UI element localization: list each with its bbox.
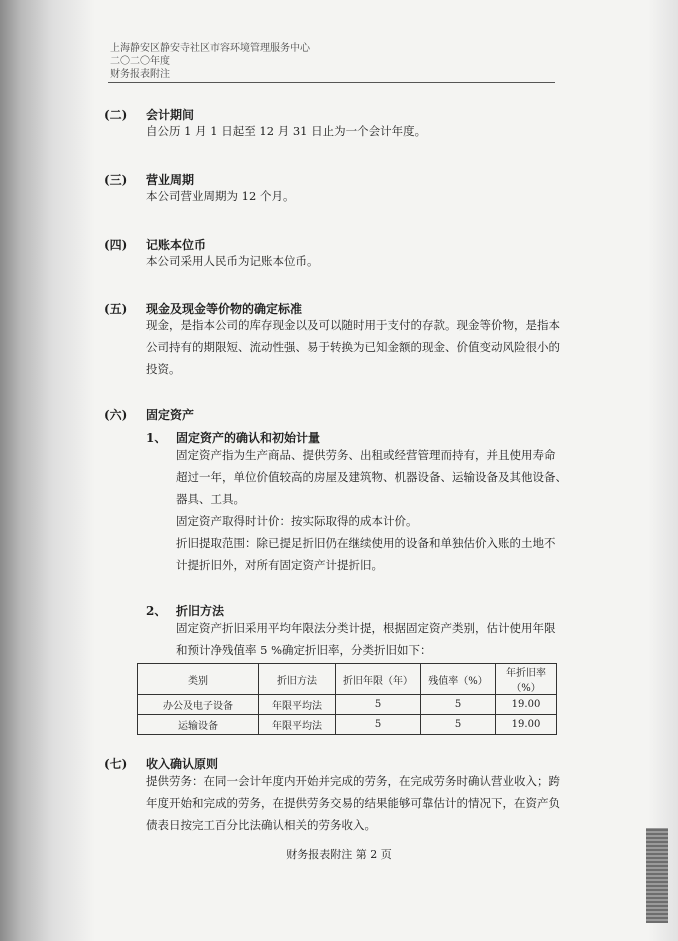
table-cell: 19.00 <box>496 695 557 715</box>
section-title: 固定资产 <box>146 408 195 422</box>
section-number: (三) <box>104 173 128 187</box>
section-title: 现金及现金等价物的确定标准 <box>146 302 303 316</box>
page-header <box>110 42 310 81</box>
table-header-row <box>138 664 557 695</box>
subsection-number: 2、 <box>146 604 167 618</box>
section-number: (四) <box>104 238 128 252</box>
paragraph-line: 固定资产取得时计价：按实际取得的成本计价。 <box>176 514 418 528</box>
table-cell: 办公及电子设备 <box>138 695 259 715</box>
column-header: 折旧年限（年） <box>336 664 421 695</box>
table-cell: 运输设备 <box>138 715 259 735</box>
paragraph-line: 现金，是指本公司的库存现金以及可以随时用于支付的存款。现金等价物，是指本 <box>146 318 560 332</box>
table-cell: 5 <box>421 695 496 715</box>
paragraph-line: 固定资产指为生产商品、提供劳务、出租或经营管理而持有，并且使用寿命 <box>176 448 556 462</box>
paragraph-line: 提供劳务：在同一会计年度内开始并完成的劳务，在完成劳务时确认营业收入；跨 <box>146 774 560 788</box>
table-cell: 19.00 <box>496 715 557 735</box>
section-title: 会计期间 <box>146 108 195 122</box>
paragraph-line: 器具、工具。 <box>176 492 245 506</box>
header-organization: 上海静安区静安寺社区市容环境管理服务中心 <box>110 43 310 54</box>
paragraph-line: 债表日按完工百分比法确认相关的劳务收入。 <box>146 818 376 832</box>
section-number: (六) <box>104 408 128 422</box>
paragraph-line: 超过一年，单位价值较高的房屋及建筑物、机器设备、运输设备及其他设备、 <box>176 470 567 484</box>
table-cell: 5 <box>336 715 421 735</box>
table-cell: 年限平均法 <box>259 715 336 735</box>
header-divider <box>108 82 555 83</box>
section-number: (五) <box>104 302 128 316</box>
table-cell: 年限平均法 <box>259 695 336 715</box>
page-footer: 财务报表附注 第 2 页 <box>286 848 392 861</box>
paragraph: 本公司采用人民币为记账本位币。 <box>146 254 319 268</box>
column-header: 类别 <box>138 664 259 695</box>
depreciation-table <box>137 663 557 735</box>
header-doc-title: 财务报表附注 <box>110 69 170 80</box>
scan-shadow <box>0 0 95 941</box>
paragraph-line: 年度开始和完成的劳务，在提供劳务交易的结果能够可靠估计的情况下，在资产负 <box>146 796 560 810</box>
table-cell: 5 <box>336 695 421 715</box>
section-number: (二) <box>104 108 128 122</box>
paragraph-line: 投资。 <box>146 362 181 376</box>
column-header: 折旧方法 <box>259 664 336 695</box>
column-header: 残值率（%） <box>421 664 496 695</box>
paragraph-line: 和预计净残值率 5 %确定折旧率，分类折旧如下： <box>176 643 432 657</box>
table-cell: 5 <box>421 715 496 735</box>
section-title: 收入确认原则 <box>146 757 219 771</box>
paragraph: 自公历 1 月 1 日起至 12 月 31 日止为一个会计年度。 <box>146 124 427 138</box>
section-number: (七) <box>104 757 128 771</box>
section-title: 记账本位币 <box>146 238 207 252</box>
subsection-title: 固定资产的确认和初始计量 <box>176 431 321 445</box>
header-year: 二〇二〇年度 <box>110 56 170 67</box>
table-row <box>138 715 557 735</box>
paragraph-line: 计提折旧外，对所有固定资产计提折旧。 <box>176 558 383 572</box>
column-header: 年折旧率（%） <box>496 664 557 695</box>
subsection-title: 折旧方法 <box>176 604 225 618</box>
paragraph: 本公司营业周期为 12 个月。 <box>146 189 295 203</box>
paragraph-line: 固定资产折旧采用平均年限法分类计提，根据固定资产类别，估计使用年限 <box>176 621 556 635</box>
section-title: 营业周期 <box>146 173 195 187</box>
scan-edge-shade <box>648 0 678 941</box>
table-row <box>138 695 557 715</box>
paragraph-line: 公司持有的期限短、流动性强、易于转换为已知金额的现金、价值变动风险很小的 <box>146 340 560 354</box>
paragraph-line: 折旧提取范围：除已提足折旧仍在继续使用的设备和单独估价入账的土地不 <box>176 536 556 550</box>
scan-edge-marks <box>646 828 668 923</box>
subsection-number: 1、 <box>146 431 167 445</box>
